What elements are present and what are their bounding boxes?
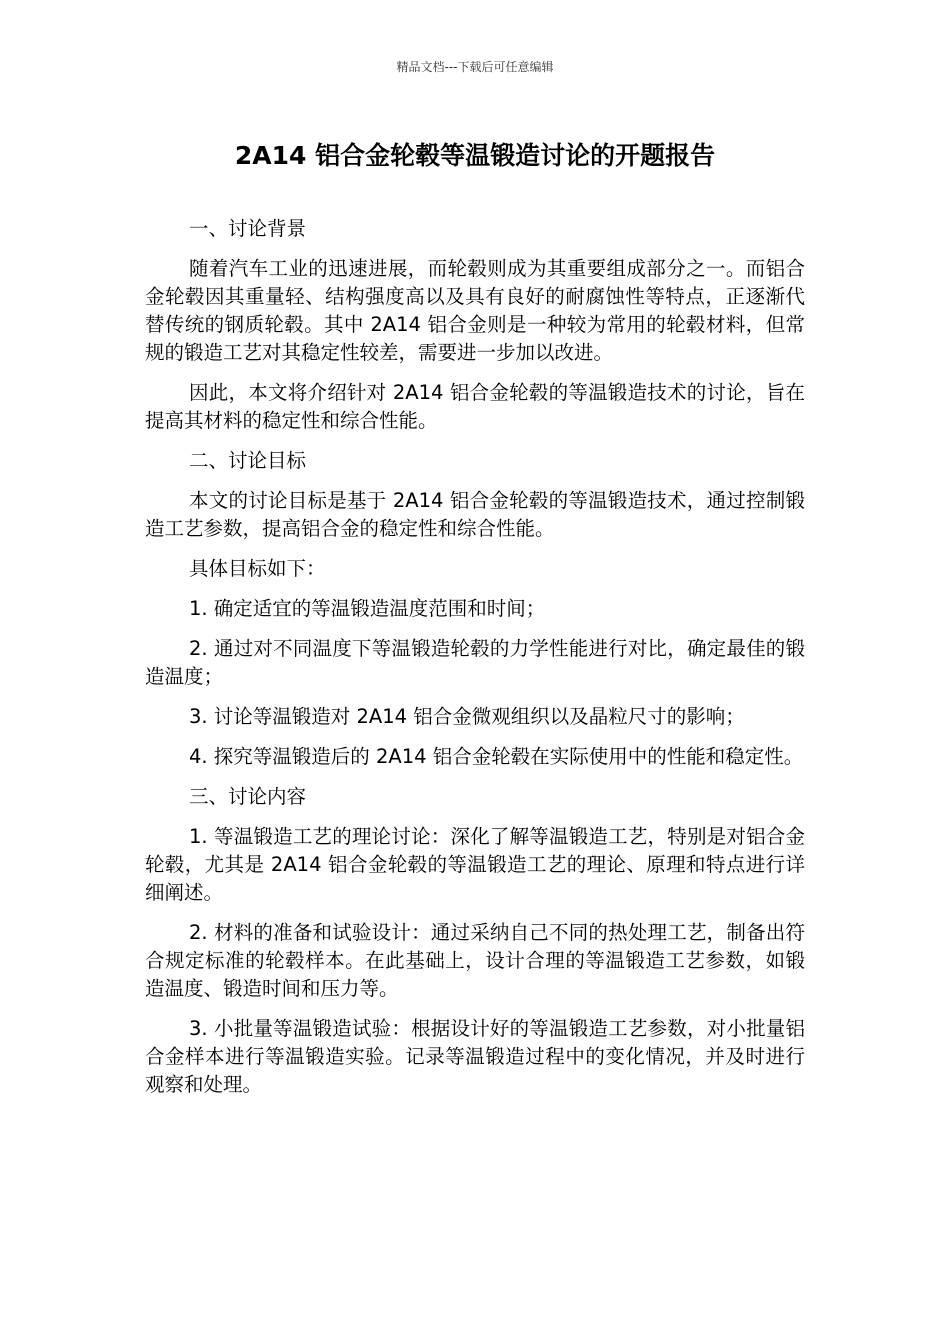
list-item: 1. 等温锻造工艺的理论讨论：深化了解等温锻造工艺，特别是对铝合金轮毂，尤其是 2A14 铝合金轮毂的等温锻造工艺的理论、原理和特点进行详细阐述。 xyxy=(145,825,805,904)
section-heading-background: 一、讨论背景 xyxy=(189,217,307,240)
paragraph: 因此，本文将介绍针对 2A14 铝合金轮毂的等温锻造技术的讨论，旨在提高其材料的稳定性和综合性能。 xyxy=(145,381,805,432)
paragraph: 具体目标如下： xyxy=(189,557,326,580)
paragraph: 随着汽车工业的迅速进展，而轮毂则成为其重要组成部分之一。而铝合金轮毂因其重量轻、结构强度高以及具有良好的耐腐蚀性等特点，正逐渐代替传统的钢质轮毂。其中 2A14 铝合金则是一种较为常用的轮毂材料，但常规的锻造工艺对其稳定性较差，需要进一步加以改进。 xyxy=(145,257,805,364)
list-item: 2. 通过对不同温度下等温锻造轮毂的力学性能进行对比，确定最佳的锻造温度； xyxy=(145,637,805,688)
section-heading-objectives: 二、讨论目标 xyxy=(189,449,307,472)
list-item: 2. 材料的准备和试验设计：通过采纳自己不同的热处理工艺，制备出符合规定标准的轮毂样本。在此基础上，设计合理的等温锻造工艺参数，如锻造温度、锻造时间和压力等。 xyxy=(145,921,805,1000)
list-item: 4. 探究等温锻造后的 2A14 铝合金轮毂在实际使用中的性能和稳定性。 xyxy=(189,745,804,768)
list-item: 1. 确定适宜的等温锻造温度范围和时间； xyxy=(189,597,546,620)
section-heading-content: 三、讨论内容 xyxy=(189,785,307,808)
page-header-note: 精品文档---下载后可任意编辑 xyxy=(396,60,554,74)
document-body xyxy=(145,215,805,1111)
paragraph: 本文的讨论目标是基于 2A14 铝合金轮毂的等温锻造技术，通过控制锻造工艺参数，提高铝合金的稳定性和综合性能。 xyxy=(145,489,805,540)
list-item: 3. 讨论等温锻造对 2A14 铝合金微观组织以及晶粒尺寸的影响； xyxy=(189,705,745,728)
document-title: 2A14 铝合金轮毂等温锻造讨论的开题报告 xyxy=(234,141,716,170)
list-item: 3. 小批量等温锻造试验：根据设计好的等温锻造工艺参数，对小批量铝合金样本进行等温锻造实验。记录等温锻造过程中的变化情况，并及时进行观察和处理。 xyxy=(145,1017,805,1096)
